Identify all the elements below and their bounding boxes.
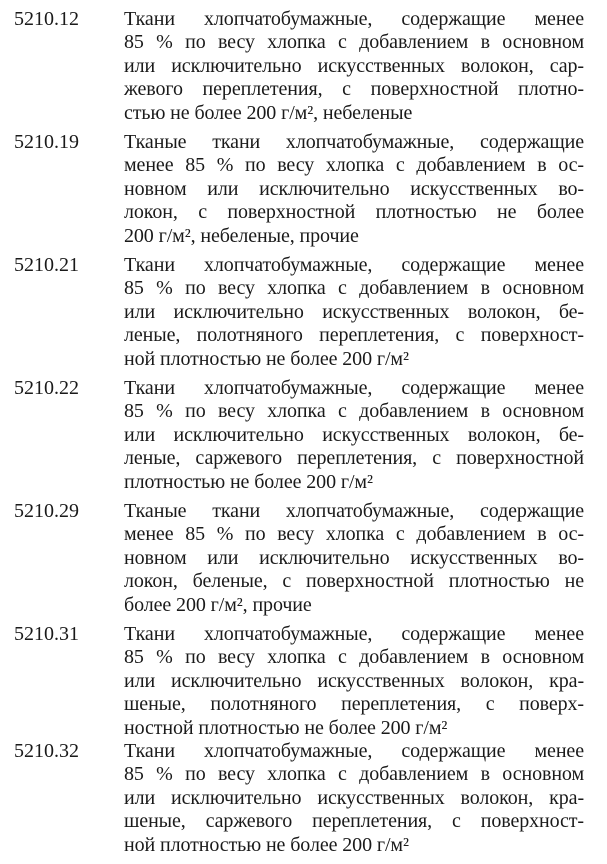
description-line: плотностью не более 200 г/м² [124, 470, 373, 493]
tariff-description [124, 8, 584, 125]
description-line: ной плотностью не более 200 г/м² [124, 347, 409, 370]
description-line: 85 % по весу хлопка с добавлением в основном [124, 400, 584, 423]
tariff-code: 5210.32 [14, 740, 79, 762]
tariff-code: 5210.19 [14, 131, 79, 153]
description-line: или исключительно искусственных волокон, бе- [124, 423, 584, 446]
tariff-entry [0, 254, 607, 378]
description-line: менее 85 % по весу хлопка с добавлением в ос- [124, 523, 584, 546]
tariff-description [124, 500, 584, 617]
tariff-description [124, 623, 584, 740]
tariff-code: 5210.12 [14, 8, 79, 30]
tariff-entry [0, 623, 607, 747]
description-line: шеные, полотняного переплетения, с поверх- [124, 693, 584, 716]
tariff-description [124, 131, 584, 248]
description-line: или исключительно искусственных волокон, бе- [124, 300, 584, 323]
description-line: 200 г/м², небеленые, прочие [124, 224, 359, 247]
tariff-code: 5210.29 [14, 500, 79, 522]
description-line: или исключительно искусственных волокон, сар- [124, 54, 584, 77]
description-line: ной плотностью не более 200 г/м² [124, 833, 409, 856]
description-line: или исключительно искусственных волокон, кра- [124, 786, 584, 809]
tariff-description [124, 377, 584, 494]
description-line: Ткани хлопчатобумажные, содержащие менее [124, 740, 584, 762]
tariff-entry [0, 740, 607, 864]
description-line: жевого переплетения, с поверхностной плотно- [124, 78, 584, 101]
tariff-entry [0, 500, 607, 624]
description-line: локон, беленые, с поверхностной плотностью не [124, 570, 584, 593]
description-line: леные, полотняного переплетения, с поверхност- [124, 324, 584, 347]
description-line: локон, с поверхностной плотностью не более [124, 201, 584, 224]
description-line: более 200 г/м², прочие [124, 593, 312, 616]
tariff-description [124, 254, 584, 371]
description-line: Ткани хлопчатобумажные, содержащие менее [124, 377, 584, 399]
tariff-description [124, 740, 584, 857]
description-line: ностной плотностью не более 200 г/м² [124, 716, 448, 739]
description-line: новном или исключительно искусственных во- [124, 177, 584, 200]
tariff-entry [0, 131, 607, 255]
description-line: шеные, саржевого переплетения, с поверхност- [124, 810, 584, 833]
description-line: Ткани хлопчатобумажные, содержащие менее [124, 254, 584, 276]
description-line: леные, саржевого переплетения, с поверхностной [124, 447, 584, 470]
description-line: 85 % по весу хлопка с добавлением в основном [124, 31, 584, 54]
tariff-code: 5210.22 [14, 377, 79, 399]
description-line: 85 % по весу хлопка с добавлением в основном [124, 646, 584, 669]
description-line: 85 % по весу хлопка с добавлением в основном [124, 277, 584, 300]
tariff-entry [0, 377, 607, 501]
description-line: менее 85 % по весу хлопка с добавлением в ос- [124, 154, 584, 177]
tariff-entry [0, 8, 607, 132]
description-line: Ткани хлопчатобумажные, содержащие менее [124, 8, 584, 30]
description-line: Ткани хлопчатобумажные, содержащие менее [124, 623, 584, 645]
description-line: Тканые ткани хлопчатобумажные, содержащие [124, 500, 584, 522]
description-line: Тканые ткани хлопчатобумажные, содержащие [124, 131, 584, 153]
description-line: стью не более 200 г/м², небеленые [124, 101, 413, 124]
description-line: 85 % по весу хлопка с добавлением в основном [124, 763, 584, 786]
tariff-code: 5210.31 [14, 623, 79, 645]
description-line: новном или исключительно искусственных во- [124, 546, 584, 569]
description-line: или исключительно искусственных волокон, кра- [124, 669, 584, 692]
tariff-code: 5210.21 [14, 254, 79, 276]
